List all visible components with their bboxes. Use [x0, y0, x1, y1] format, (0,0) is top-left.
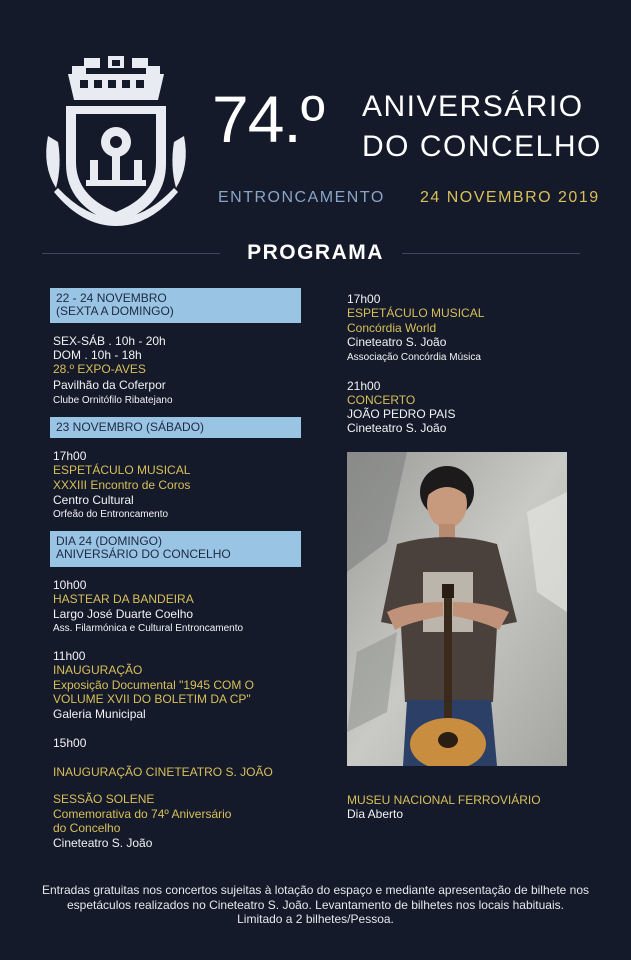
- municipal-crest-logo: [42, 56, 190, 228]
- date-banner-3: [50, 531, 301, 567]
- exhibition-description-2: VOLUME XVII DO BOLETIM DA CP": [53, 692, 251, 706]
- theatre-inauguration-title: INAUGURAÇÃO CINETEATRO S. JOÃO: [53, 765, 273, 779]
- choir-venue: Centro Cultural: [53, 493, 134, 507]
- concordia-venue: Cineteatro S. João: [347, 335, 447, 349]
- divider-right: [402, 253, 580, 254]
- session-description-1: Comemorativa do 74º Aniversário: [53, 807, 232, 821]
- flag-event-title: HASTEAR DA BANDEIRA: [53, 592, 194, 606]
- flag-time: 10h00: [53, 578, 87, 592]
- exhibition-venue: Galeria Municipal: [53, 707, 146, 721]
- expo-hours-weekday: SEX-SÁB . 10h - 20h: [53, 334, 166, 348]
- choir-event-subtitle: XXXIII Encontro de Coros: [53, 478, 191, 492]
- concert-venue: Cineteatro S. João: [347, 421, 447, 435]
- date-banner-1-line-2: (SEXTA A DOMINGO): [56, 304, 174, 318]
- concert-artist: JOÃO PEDRO PAIS: [347, 407, 456, 421]
- choir-event-title: ESPETÁCULO MUSICAL: [53, 463, 191, 477]
- session-venue: Cineteatro S. João: [53, 836, 153, 850]
- event-date: 24 NOVEMBRO 2019: [420, 189, 600, 206]
- date-banner-3-line-2: ANIVERSÁRIO DO CONCELHO: [56, 547, 231, 561]
- theatre-time: 15h00: [53, 736, 87, 750]
- date-banner-2-line: 23 NOVEMBRO (SÁBADO): [56, 420, 205, 434]
- concordia-event-subtitle: Concórdia World: [347, 321, 437, 335]
- expo-organizer: Clube Ornitófilo Ribatejano: [53, 395, 173, 406]
- session-description-2: do Concelho: [53, 821, 121, 835]
- title-line-1: ANIVERSÁRIO: [362, 90, 584, 123]
- exhibition-description-1: Exposição Documental "1945 COM O: [53, 678, 255, 692]
- footer-line-2: espetáculos realizados no Cineteatro S. João. Levantamento de bilhetes nos locais habituais.: [67, 897, 564, 912]
- date-banner-3-line-1: DIA 24 (DOMINGO): [56, 534, 163, 548]
- concordia-organizer: Associação Concórdia Música: [347, 352, 481, 363]
- footer-note: [20, 883, 611, 927]
- concordia-event-title: ESPETÁCULO MUSICAL: [347, 306, 485, 320]
- flag-venue: Largo José Duarte Coelho: [53, 607, 194, 621]
- museum-event-title: MUSEU NACIONAL FERROVIÁRIO: [347, 793, 541, 807]
- concordia-time: 17h00: [347, 292, 381, 306]
- expo-event-title: 28.º EXPO-AVES: [53, 362, 146, 376]
- exhibition-time: 11h00: [53, 649, 86, 663]
- flag-organizer: Ass. Filarmónica e Cultural Entroncamento: [53, 623, 244, 634]
- exhibition-event-title: INAUGURAÇÃO: [53, 663, 143, 677]
- expo-venue: Pavilhão da Coferpor: [53, 378, 166, 392]
- title-line-2: DO CONCELHO: [362, 130, 602, 163]
- date-banner-1-line-1: 22 - 24 NOVEMBRO: [56, 291, 167, 305]
- footer-line-1: Entradas gratuitas nos concertos sujeitas à lotação do espaço e mediante apresentação de bilhete nos: [41, 883, 590, 897]
- expo-hours-sunday: DOM . 10h - 18h: [53, 348, 142, 362]
- place-name: ENTRONCAMENTO: [218, 189, 385, 206]
- artist-photo: [347, 452, 567, 766]
- anniversary-number: 74.º: [212, 82, 324, 156]
- program-heading: PROGRAMA: [247, 241, 384, 264]
- date-banner-1: [50, 288, 301, 323]
- footer-line-3: Limitado a 2 bilhetes/Pessoa.: [237, 912, 394, 926]
- date-banner-2: [50, 417, 301, 438]
- concert-event-title: CONCERTO: [347, 393, 416, 407]
- choir-organizer: Orfeão do Entroncamento: [53, 509, 169, 520]
- concert-time: 21h00: [347, 379, 381, 393]
- museum-description: Dia Aberto: [347, 807, 404, 821]
- session-event-title: SESSÃO SOLENE: [53, 792, 155, 806]
- choir-time: 17h00: [53, 449, 87, 463]
